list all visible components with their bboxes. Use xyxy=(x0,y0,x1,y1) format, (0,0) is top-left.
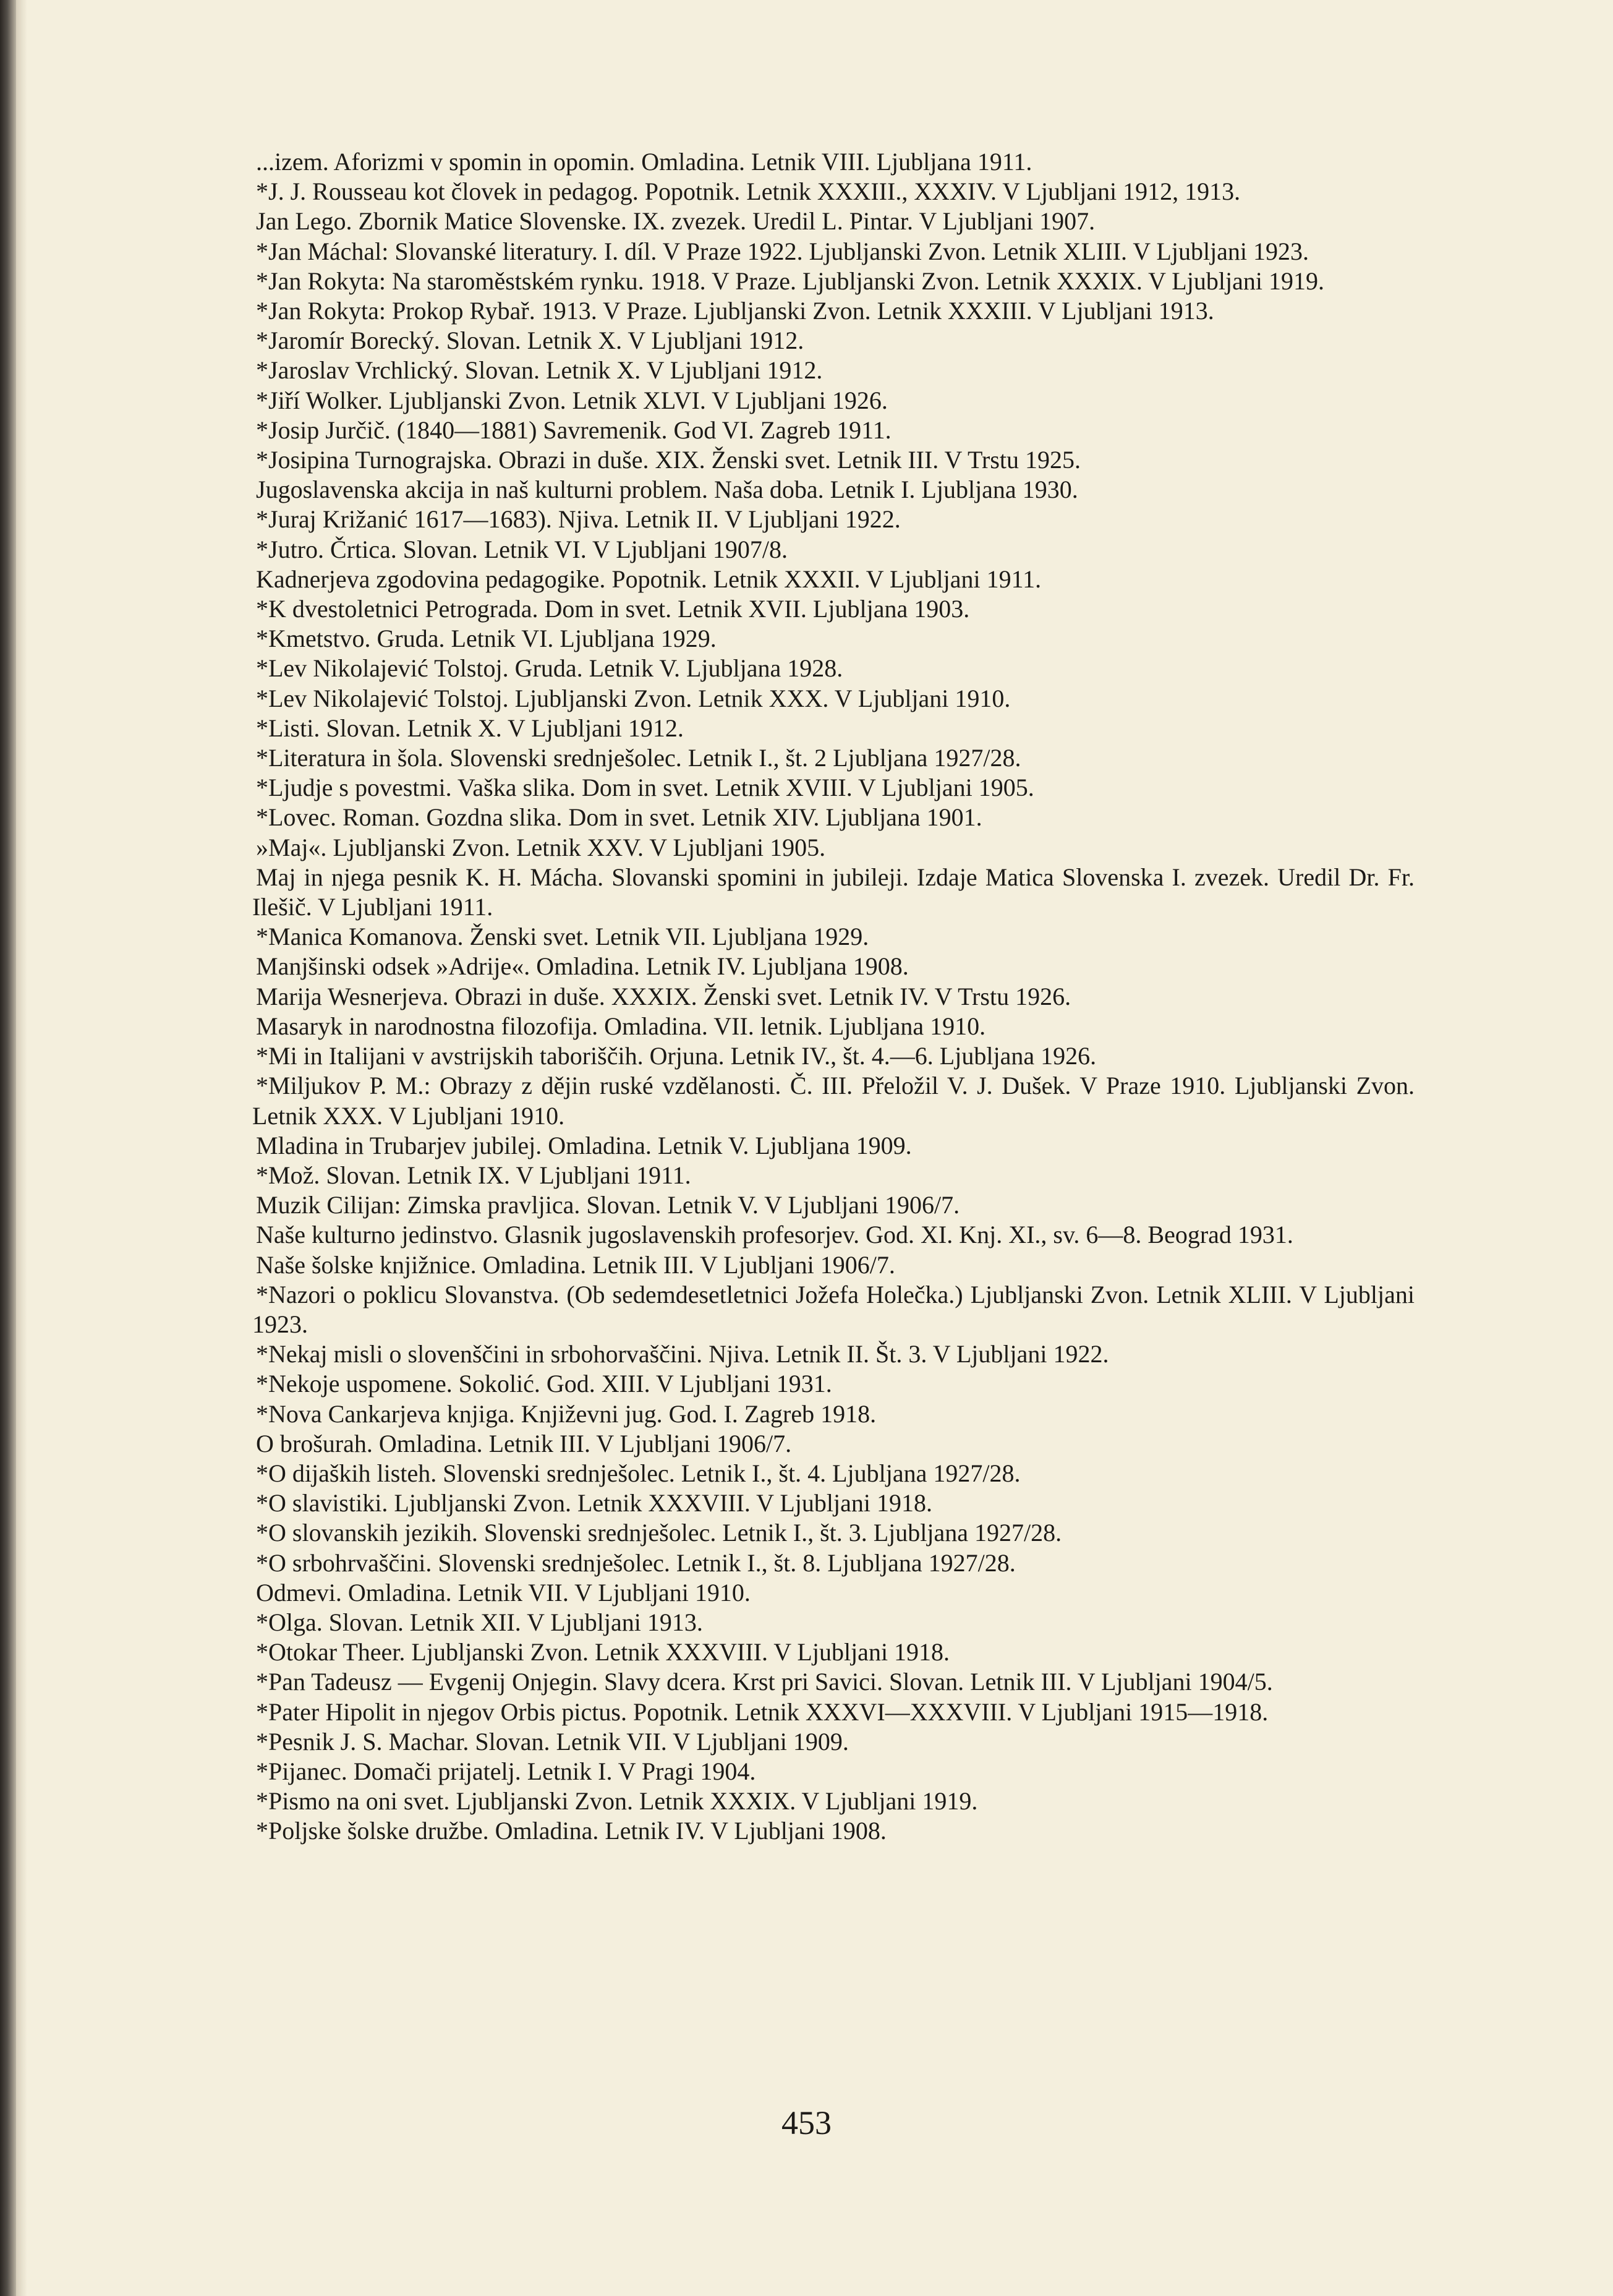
bibliography-entry: *Miljukov P. M.: Obrazy z dějin ruské vzdělanosti. Č. III. Přeložil V. J. Dušek. V Praze 1910. Ljubljanski Zvon. Letnik XXX. V Ljubljani 1910. xyxy=(252,1072,1415,1130)
bibliography-entry: Jugoslavenska akcija in naš kulturni problem. Naša doba. Letnik I. Ljubljana 1930. xyxy=(256,476,1078,504)
bibliography-list xyxy=(252,147,1415,1846)
bibliography-entry: Kadnerjeva zgodovina pedagogike. Popotnik. Letnik XXXII. V Ljubljani 1911. xyxy=(256,565,1042,593)
bibliography-entry: *Nekoje uspomene. Sokolić. God. XIII. V Ljubljani 1931. xyxy=(256,1370,832,1398)
bibliography-entry: Muzik Cilijan: Zimska pravljica. Slovan. Letnik V. V Ljubljani 1906/7. xyxy=(256,1191,960,1219)
bibliography-entry: *O slovanskih jezikih. Slovenski srednješolec. Letnik I., št. 3. Ljubljana 1927/28. xyxy=(256,1519,1062,1547)
bibliography-entry: Naše šolske knjižnice. Omladina. Letnik III. V Ljubljani 1906/7. xyxy=(256,1250,895,1279)
bibliography-entry: »Maj«. Ljubljanski Zvon. Letnik XXV. V Ljubljani 1905. xyxy=(256,833,826,861)
bibliography-entry: *Pismo na oni svet. Ljubljanski Zvon. Letnik XXXIX. V Ljubljani 1919. xyxy=(256,1787,978,1816)
bibliography-entry: *Nekaj misli o slovenščini in srbohorvaščini. Njiva. Letnik II. Št. 3. V Ljubljani 1922. xyxy=(256,1340,1109,1368)
bibliography-entry: *Lovec. Roman. Gozdna slika. Dom in svet. Letnik XIV. Ljubljana 1901. xyxy=(256,803,982,832)
bibliography-entry: *Pater Hipolit in njegov Orbis pictus. Popotnik. Letnik XXXVI—XXXVIII. V Ljubljani 1915—1918. xyxy=(256,1697,1269,1726)
bibliography-entry: *Jan Rokyta: Na staroměstském rynku. 1918. V Praze. Ljubljanski Zvon. Letnik XXXIX. V Ljubljani 1919. xyxy=(256,267,1324,295)
bibliography-entry: *Jaroslav Vrchlický. Slovan. Letnik X. V Ljubljani 1912. xyxy=(256,356,823,385)
bibliography-entry: *Mož. Slovan. Letnik IX. V Ljubljani 1911. xyxy=(256,1161,691,1189)
bibliography-entry: Mladina in Trubarjev jubilej. Omladina. Letnik V. Ljubljana 1909. xyxy=(256,1131,912,1159)
bibliography-entry: Naše kulturno jedinstvo. Glasnik jugoslavenskih profesorjev. God. XI. Knj. XI., sv. 6—8. Beograd 1931. xyxy=(256,1221,1293,1249)
bibliography-entry: *Jan Rokyta: Prokop Rybař. 1913. V Praze. Ljubljanski Zvon. Letnik XXXIII. V Ljubljani 1913. xyxy=(256,297,1214,325)
bibliography-entry: *Pan Tadeusz — Evgenij Onjegin. Slavy dcera. Krst pri Savici. Slovan. Letnik III. V Ljubljani 1904/5. xyxy=(256,1668,1273,1696)
bibliography-entry: *Ljudje s povestmi. Vaška slika. Dom in svet. Letnik XVIII. V Ljubljani 1905. xyxy=(256,774,1034,802)
page-number: 453 xyxy=(781,2104,832,2141)
bibliography-entry: *Nazori o poklicu Slovanstva. (Ob sedemdesetletnici Jožefa Holečka.) Ljubljanski Zvon. Letnik XLIII. V Ljubljani 1923. xyxy=(252,1280,1415,1338)
bibliography-entry: *Jaromír Borecký. Slovan. Letnik X. V Ljubljani 1912. xyxy=(256,326,804,355)
bibliography-entry: *Pesnik J. S. Machar. Slovan. Letnik VII. V Ljubljani 1909. xyxy=(256,1727,849,1756)
bibliography-entry: *Jan Máchal: Slovanské literatury. I. díl. V Praze 1922. Ljubljanski Zvon. Letnik XLIII. V Ljubljani 1923. xyxy=(256,237,1309,265)
bibliography-entry: *Poljske šolske družbe. Omladina. Letnik IV. V Ljubljani 1908. xyxy=(256,1817,887,1845)
bibliography-entry: Odmevi. Omladina. Letnik VII. V Ljubljani 1910. xyxy=(256,1578,751,1607)
bibliography-entry: Marija Wesnerjeva. Obrazi in duše. XXXIX. Ženski svet. Letnik IV. V Trstu 1926. xyxy=(256,982,1071,1010)
bibliography-entry: *Juraj Križanić 1617—1683). Njiva. Letnik II. V Ljubljani 1922. xyxy=(256,505,901,534)
bibliography-entry: Jan Lego. Zbornik Matice Slovenske. IX. zvezek. Uredil L. Pintar. V Ljubljani 1907. xyxy=(256,207,1096,236)
bibliography-entry: ...izem. Aforizmi v spomin in opomin. Omladina. Letnik VIII. Ljubljana 1911. xyxy=(256,148,1032,176)
book-spine-shadow xyxy=(0,0,16,2296)
bibliography-entry: O brošurah. Omladina. Letnik III. V Ljubljani 1906/7. xyxy=(256,1429,792,1457)
bibliography-entry: *Nova Cankarjeva knjiga. Književni jug. God. I. Zagreb 1918. xyxy=(256,1399,877,1428)
bibliography-entry: *Jutro. Črtica. Slovan. Letnik VI. V Ljubljani 1907/8. xyxy=(256,535,788,563)
bibliography-entry: *Lev Nikolajević Tolstoj. Gruda. Letnik V. Ljubljana 1928. xyxy=(256,654,843,683)
bibliography-entry: *O slavistiki. Ljubljanski Zvon. Letnik XXXVIII. V Ljubljani 1918. xyxy=(256,1489,932,1517)
bibliography-entry: *Kmetstvo. Gruda. Letnik VI. Ljubljana 1929. xyxy=(256,625,717,653)
bibliography-entry: Maj in njega pesnik K. H. Mácha. Slovanski spomini in jubileji. Izdaje Matica Slovenska I. zvezek. Uredil Dr. Fr. Ilešič. V Ljubljani 1911. xyxy=(252,863,1415,921)
bibliography-entry: *K dvestoletnici Petrograda. Dom in svet. Letnik XVII. Ljubljana 1903. xyxy=(256,595,970,623)
bibliography-entry: *O dijaških listeh. Slovenski srednješolec. Letnik I., št. 4. Ljubljana 1927/28. xyxy=(256,1459,1021,1487)
bibliography-entry: *Manica Komanova. Ženski svet. Letnik VII. Ljubljana 1929. xyxy=(256,923,869,951)
page-gutter xyxy=(16,0,27,2296)
bibliography-entry: *Lev Nikolajević Tolstoj. Ljubljanski Zvon. Letnik XXX. V Ljubljani 1910. xyxy=(256,684,1011,712)
bibliography-entry: *Olga. Slovan. Letnik XII. V Ljubljani 1913. xyxy=(256,1608,703,1636)
bibliography-entry: *O srbohrvaščini. Slovenski srednješolec. Letnik I., št. 8. Ljubljana 1927/28. xyxy=(256,1548,1016,1577)
bibliography-entry: *Mi in Italijani v avstrijskih taboriščih. Orjuna. Letnik IV., št. 4.—6. Ljubljana 1926. xyxy=(256,1042,1097,1070)
bibliography-entry: *Listi. Slovan. Letnik X. V Ljubljani 1912. xyxy=(256,714,684,742)
bibliography-entry: *Otokar Theer. Ljubljanski Zvon. Letnik XXXVIII. V Ljubljani 1918. xyxy=(256,1638,950,1667)
bibliography-entry: Masaryk in narodnostna filozofija. Omladina. VII. letnik. Ljubljana 1910. xyxy=(256,1012,986,1040)
bibliography-entry: *J. J. Rousseau kot človek in pedagog. Popotnik. Letnik XXXIII., XXXIV. V Ljubljani 1912, 1913. xyxy=(256,177,1241,206)
bibliography-entry: *Josip Jurčič. (1840—1881) Savremenik. God VI. Zagreb 1911. xyxy=(256,416,892,444)
bibliography-entry: *Literatura in šola. Slovenski srednješolec. Letnik I., št. 2 Ljubljana 1927/28. xyxy=(256,744,1021,772)
bibliography-entry: Manjšinski odsek »Adrije«. Omladina. Letnik IV. Ljubljana 1908. xyxy=(256,952,909,981)
bibliography-entry: *Pijanec. Domači prijatelj. Letnik I. V Pragi 1904. xyxy=(256,1757,756,1785)
bibliography-entry: *Josipina Turnograjska. Obrazi in duše. XIX. Ženski svet. Letnik III. V Trstu 1925. xyxy=(256,446,1081,474)
bibliography-entry: *Jiří Wolker. Ljubljanski Zvon. Letnik XLVI. V Ljubljani 1926. xyxy=(256,386,888,414)
